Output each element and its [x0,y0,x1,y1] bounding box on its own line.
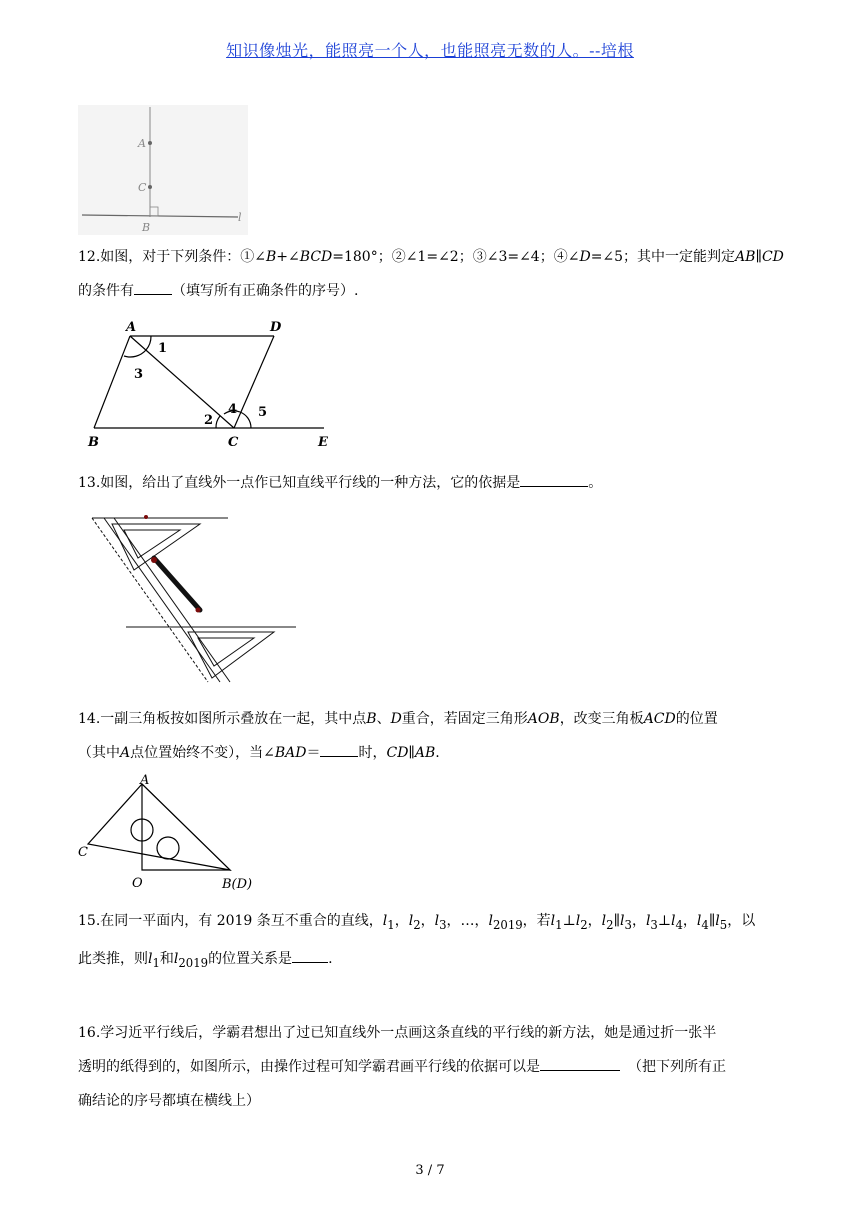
figure-q13 [88,510,304,686]
angle-1: 1 [158,341,168,356]
page-number: 3 / 7 [415,1163,445,1178]
header-motto: 知识像烛光，能照亮一个人，也能照亮无数的人。--培根 [226,41,634,60]
answer-blank-q13[interactable] [520,471,588,487]
label-E: E [318,435,328,450]
q16-line3: 确结论的序号都填在横线上） [78,1093,260,1109]
question-12 [78,240,784,308]
figure-q12 [84,318,344,454]
label-D: D [270,320,282,335]
angle-2: 2 [204,413,214,428]
label-A: A [126,320,137,335]
label-BD: B(D) [222,877,253,892]
angle-3: 3 [134,367,144,382]
figure-q14 [78,772,268,894]
label-C: C [138,181,147,194]
label-C: C [228,435,239,450]
label-C: C [78,845,88,860]
question-14 [78,702,784,770]
label-A: A [140,773,150,788]
label-B: B [142,221,151,234]
question-16 [78,1016,784,1118]
question-13: 13.如图，给出了直线外一点作已知直线平行线的一种方法，它的依据是 。 [78,466,784,500]
label-l: l [238,211,242,224]
figure-q11 [78,105,248,235]
answer-blank-q12[interactable] [134,279,172,295]
q16-line2: 透明的纸得到的，如图所示，由操作过程可知学霸君画平行线的依据可以是 （把下列所有正 [78,1050,784,1084]
label-B: B [88,435,99,450]
answer-blank-q14[interactable] [320,741,358,757]
q15-line1: 15.在同一平面内，有 2019 条互不重合的直线，$l_1$，$l_2$，$l_3$，…，$l_{2019}$，若$l_1\perp l_2$，$l_2\parallel l_3$，$l_3\perp l_4$，$l_4\parallel l_5$，以 [78,913,756,932]
q16-line1: 16.学习近平行线后，学霸君想出了过已知直线外一点画这条直线的平行线的新方法，她是通过折一张半 [78,1025,717,1041]
q12-line1: 12.如图，对于下列条件：①∠B+∠BCD=180°；②∠1=∠2；③∠3=∠4；④∠D=∠5；其中一定能判定AB∥CD [78,249,784,265]
q14-line1: 14.一副三角板按如图所示叠放在一起，其中点B、D重合，若固定三角形AOB，改变三角板ACD的位置 [78,711,718,727]
angle-4: 4 [228,402,238,417]
q14-line2: （其中A点位置始终不变），当∠BAD＝ 时，CD∥AB. [78,736,784,770]
answer-blank-q15[interactable] [292,947,328,963]
label-A: A [138,137,146,150]
answer-blank-q16[interactable] [540,1055,620,1071]
q12-line2: 的条件有 （填写所有正确条件的序号）. [78,274,784,308]
label-O: O [132,876,143,891]
angle-5: 5 [258,405,268,420]
q15-line2: 此类推，则$l_1$和$l_{2019}$的位置关系是 . [78,942,784,980]
question-15 [78,904,784,980]
